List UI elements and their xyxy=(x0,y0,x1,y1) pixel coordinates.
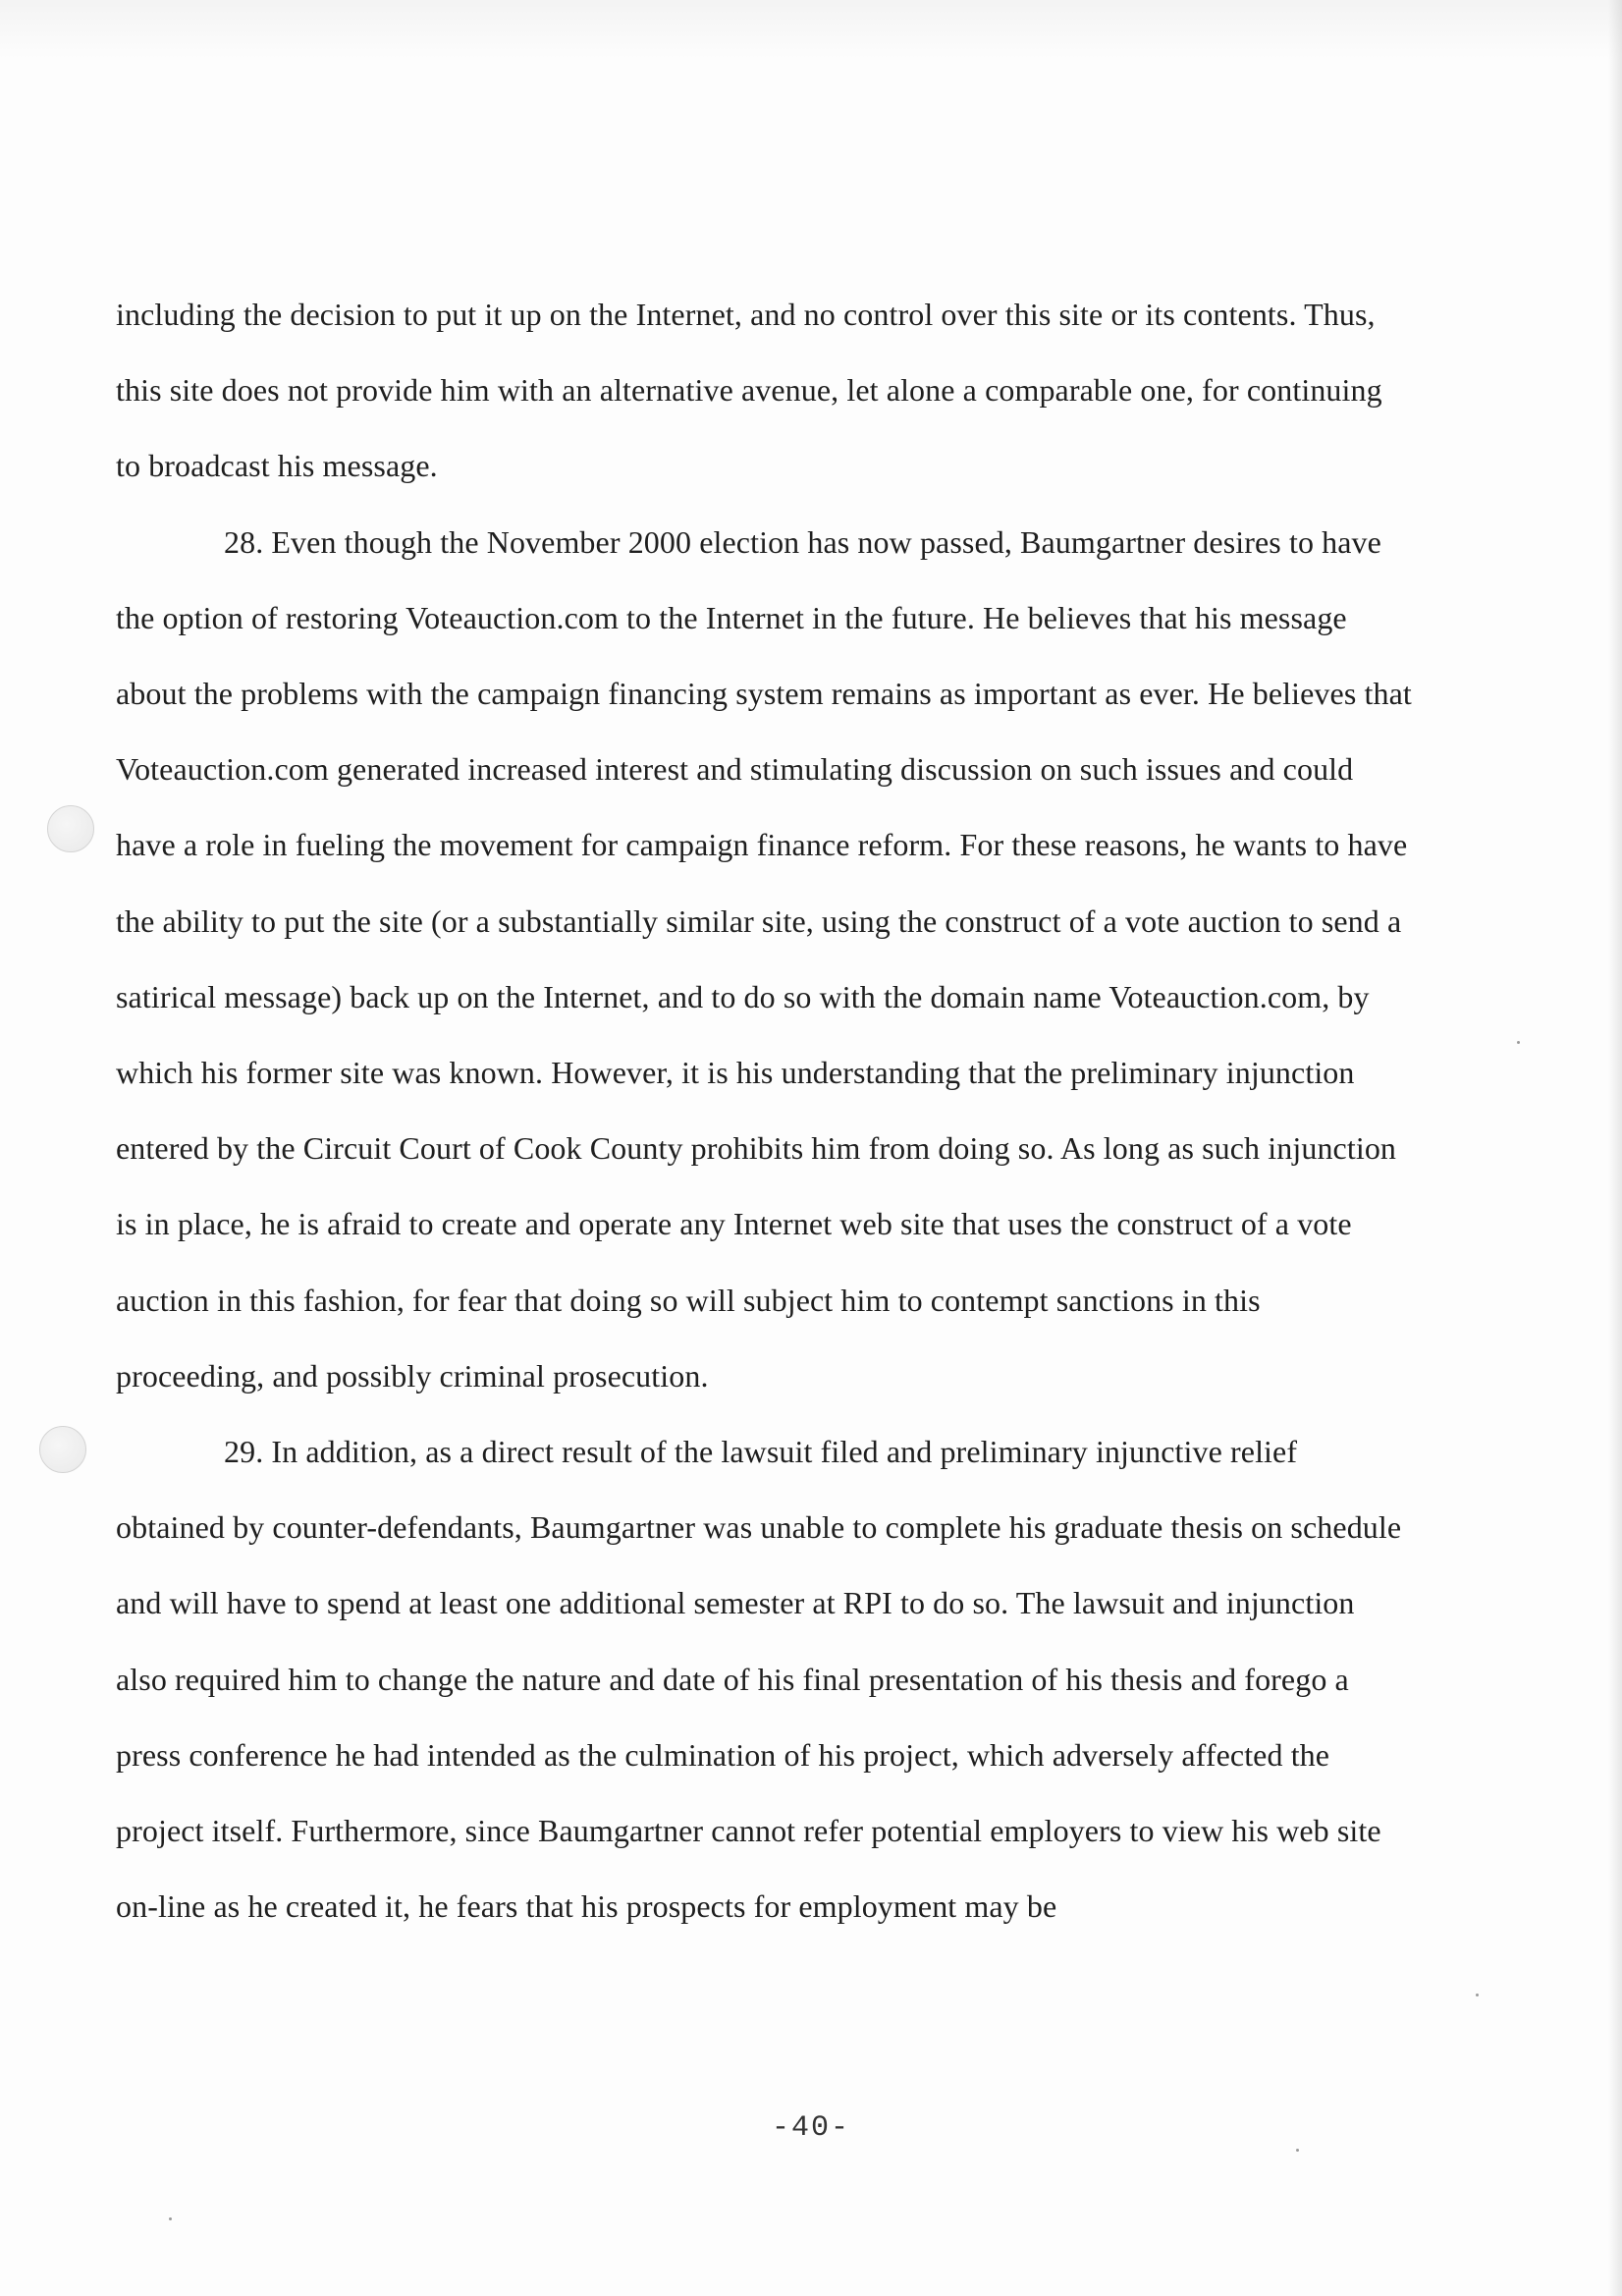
paragraph-29 xyxy=(116,1414,1412,1944)
scan-top-shading xyxy=(0,0,1622,59)
scan-speck xyxy=(1517,1041,1520,1044)
scan-right-shading xyxy=(1608,0,1622,2296)
paragraph-text: 28. Even though the November 2000 election has now passed, Baumgartner desires to have the option of restoring Voteauction.com to the Internet in the future. He believes that his message about the problems with the campaign financing system remains as important as ever. He believes that Voteauction.com generated increased interest and stimulating discussion on such issues and could have a role in fueling the movement for campaign finance reform. For these reasons, he wants to have the ability to put the site (or a substantially similar site, using the construct of a vote auction to send a satirical message) back up on the Internet, and to do so with the domain name Voteauction.com, by which his former site was known. However, it is his understanding that the preliminary injunction entered by the Circuit Court of Cook County prohibits him from doing so. As long as such injunction is in place, he is afraid to create and operate any Internet web site that uses the construct of a vote auction in this fashion, for fear that doing so will subject him to contempt sanctions in this proceeding, and possibly criminal prosecution. xyxy=(116,523,1412,1394)
scan-speck xyxy=(1476,1994,1479,1996)
punch-hole-lower xyxy=(39,1426,86,1473)
scan-speck xyxy=(1296,2149,1299,2152)
page-number: -40- xyxy=(771,2111,850,2145)
paragraph-continuation xyxy=(116,277,1412,505)
document-body xyxy=(116,277,1412,1944)
paragraph-text: including the decision to put it up on the Internet, and no control over this site or its contents. Thus, this site does not provide him with an alternative avenue, let alone a comparable one, for continuing to broadcast his message. xyxy=(116,297,1382,484)
scan-speck xyxy=(169,2217,172,2220)
punch-hole-upper xyxy=(47,805,94,852)
paragraph-28 xyxy=(116,505,1412,1414)
paragraph-text: 29. In addition, as a direct result of the lawsuit filed and preliminary injunctive relief obtained by counter-defendants, Baumgartner was unable to complete his graduate thesis on schedule and will have to spend at least one additional semester at RPI to do so. The lawsuit and injunction also required him to change the nature and date of his final presentation of his thesis and forego a press conference he had intended as the culmination of his project, which adversely affected the project itself. Furthermore, since Baumgartner cannot refer potential employers to view his web site on-line as he created it, he fears that his prospects for employment may be xyxy=(116,1434,1402,1925)
